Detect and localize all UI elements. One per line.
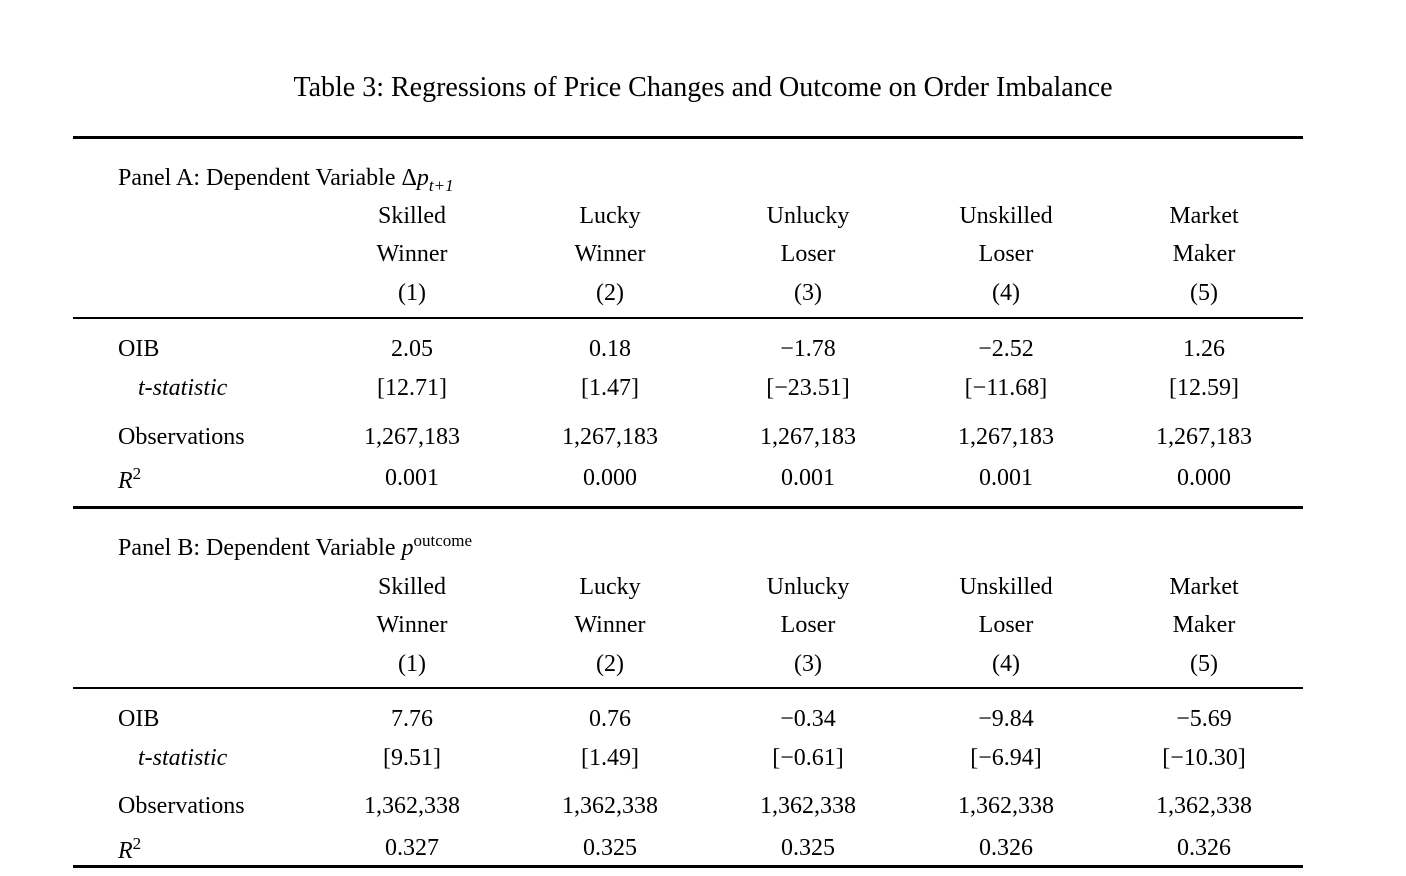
panel-a-oib-row — [73, 330, 1303, 368]
panel-b-heading-text: Panel B: Dependent Variable $p^{outcome}$ — [118, 531, 473, 561]
tstat-cell: [−0.61] — [772, 745, 844, 771]
col-header: Winner — [376, 612, 448, 638]
panel-a-r2-row — [73, 455, 1303, 493]
obs-cell: 1,267,183 — [364, 424, 460, 450]
col-header: Unlucky — [766, 574, 850, 600]
col-header: Unskilled — [959, 574, 1053, 600]
panel-a-header-line2 — [73, 235, 1303, 273]
col-number: (2) — [596, 280, 624, 306]
rule-panel-divider — [73, 506, 1303, 509]
col-header: Loser — [780, 612, 836, 638]
col-header: Maker — [1172, 612, 1236, 638]
tstat-cell: [1.47] — [581, 375, 639, 401]
obs-cell: 1,267,183 — [1156, 424, 1252, 450]
col-number: (4) — [992, 280, 1020, 306]
col-header: Winner — [376, 241, 448, 267]
col-header: Skilled — [377, 203, 446, 229]
row-label-r2: $R^2$ — [118, 464, 142, 494]
panel-a-heading-text: Panel A: Dependent Variable $\Delta p_{t+1}$ — [118, 165, 454, 195]
r2-cell: 0.326 — [979, 834, 1033, 861]
r2-cell: 0.325 — [781, 834, 835, 861]
obs-cell: 1,267,183 — [958, 424, 1054, 450]
col-header: Market — [1169, 574, 1239, 600]
col-header: Lucky — [579, 574, 641, 600]
r2-cell: 0.000 — [1177, 464, 1231, 491]
panel-b-r2-row — [73, 825, 1303, 863]
panel-b-observations-row — [73, 787, 1303, 825]
row-label-observations: Observations — [118, 793, 245, 819]
r2-cell: 0.325 — [583, 834, 637, 861]
rule-panel-a-header — [73, 317, 1303, 319]
col-header: Loser — [780, 241, 836, 267]
col-header: Loser — [978, 241, 1034, 267]
oib-cell: 0.76 — [589, 706, 631, 732]
col-header: Unlucky — [766, 203, 850, 229]
tstat-cell: [−6.94] — [970, 745, 1042, 771]
col-number: (1) — [398, 651, 426, 677]
col-number: (4) — [992, 651, 1020, 677]
panel-b-heading — [73, 522, 1303, 560]
oib-cell: −5.69 — [1176, 706, 1232, 732]
oib-cell: 7.76 — [391, 706, 433, 732]
obs-cell: 1,267,183 — [562, 424, 658, 450]
r2-cell: 0.326 — [1177, 834, 1231, 861]
r2-cell: 0.000 — [583, 464, 637, 491]
oib-cell: 2.05 — [391, 336, 433, 362]
col-number: (1) — [398, 280, 426, 306]
panel-b-header-numbers — [73, 645, 1303, 683]
rule-bottom — [73, 865, 1303, 868]
col-header: Winner — [574, 612, 646, 638]
tstat-cell: [12.71] — [377, 375, 447, 401]
col-number: (3) — [794, 280, 822, 306]
col-header: Maker — [1172, 241, 1236, 267]
row-label-oib: OIB — [118, 336, 160, 362]
col-header: Unskilled — [959, 203, 1053, 229]
col-number: (2) — [596, 651, 624, 677]
row-label-tstat: t-statistic — [138, 745, 228, 771]
panel-b-header-line1 — [73, 568, 1303, 606]
col-number: (5) — [1190, 280, 1218, 306]
col-header: Lucky — [579, 203, 641, 229]
obs-cell: 1,362,338 — [1156, 793, 1252, 819]
r2-cell: 0.001 — [781, 464, 835, 491]
panel-a-header-numbers — [73, 274, 1303, 312]
tstat-cell: [−10.30] — [1162, 745, 1246, 771]
obs-cell: 1,362,338 — [562, 793, 658, 819]
tstat-cell: [9.51] — [383, 745, 441, 771]
col-header: Skilled — [377, 574, 446, 600]
obs-cell: 1,362,338 — [760, 793, 856, 819]
rule-panel-b-header — [73, 687, 1303, 689]
panel-b-tstat-row — [73, 739, 1303, 777]
obs-cell: 1,267,183 — [760, 424, 856, 450]
obs-cell: 1,362,338 — [958, 793, 1054, 819]
obs-cell: 1,362,338 — [364, 793, 460, 819]
r2-cell: 0.327 — [385, 834, 439, 861]
table-title: Table 3: Regressions of Price Changes and Outcome on Order Imbalance — [293, 72, 1113, 103]
col-header: Winner — [574, 241, 646, 267]
col-header: Loser — [978, 612, 1034, 638]
tstat-cell: [12.59] — [1169, 375, 1239, 401]
row-label-r2: $R^2$ — [118, 834, 142, 864]
panel-a-heading — [73, 152, 1303, 195]
tstat-cell: [−23.51] — [766, 375, 850, 401]
panel-a-header-line1 — [73, 197, 1303, 235]
r2-cell: 0.001 — [979, 464, 1033, 491]
row-label-observations: Observations — [118, 424, 245, 450]
panel-b-oib-row — [73, 700, 1303, 738]
col-number: (3) — [794, 651, 822, 677]
oib-cell: −0.34 — [780, 706, 836, 732]
tstat-cell: [1.49] — [581, 745, 639, 771]
col-number: (5) — [1190, 651, 1218, 677]
rule-top — [73, 136, 1303, 139]
tstat-cell: [−11.68] — [964, 375, 1048, 401]
r2-cell: 0.001 — [385, 464, 439, 491]
oib-cell: −2.52 — [978, 336, 1034, 362]
oib-cell: 0.18 — [589, 336, 631, 362]
row-label-oib: OIB — [118, 706, 160, 732]
panel-a-observations-row — [73, 418, 1303, 456]
oib-cell: 1.26 — [1183, 336, 1225, 362]
oib-cell: −9.84 — [978, 706, 1034, 732]
panel-a-tstat-row — [73, 369, 1303, 407]
panel-b-header-line2 — [73, 606, 1303, 644]
row-label-tstat: t-statistic — [138, 375, 228, 401]
oib-cell: −1.78 — [780, 336, 836, 362]
col-header: Market — [1169, 203, 1239, 229]
